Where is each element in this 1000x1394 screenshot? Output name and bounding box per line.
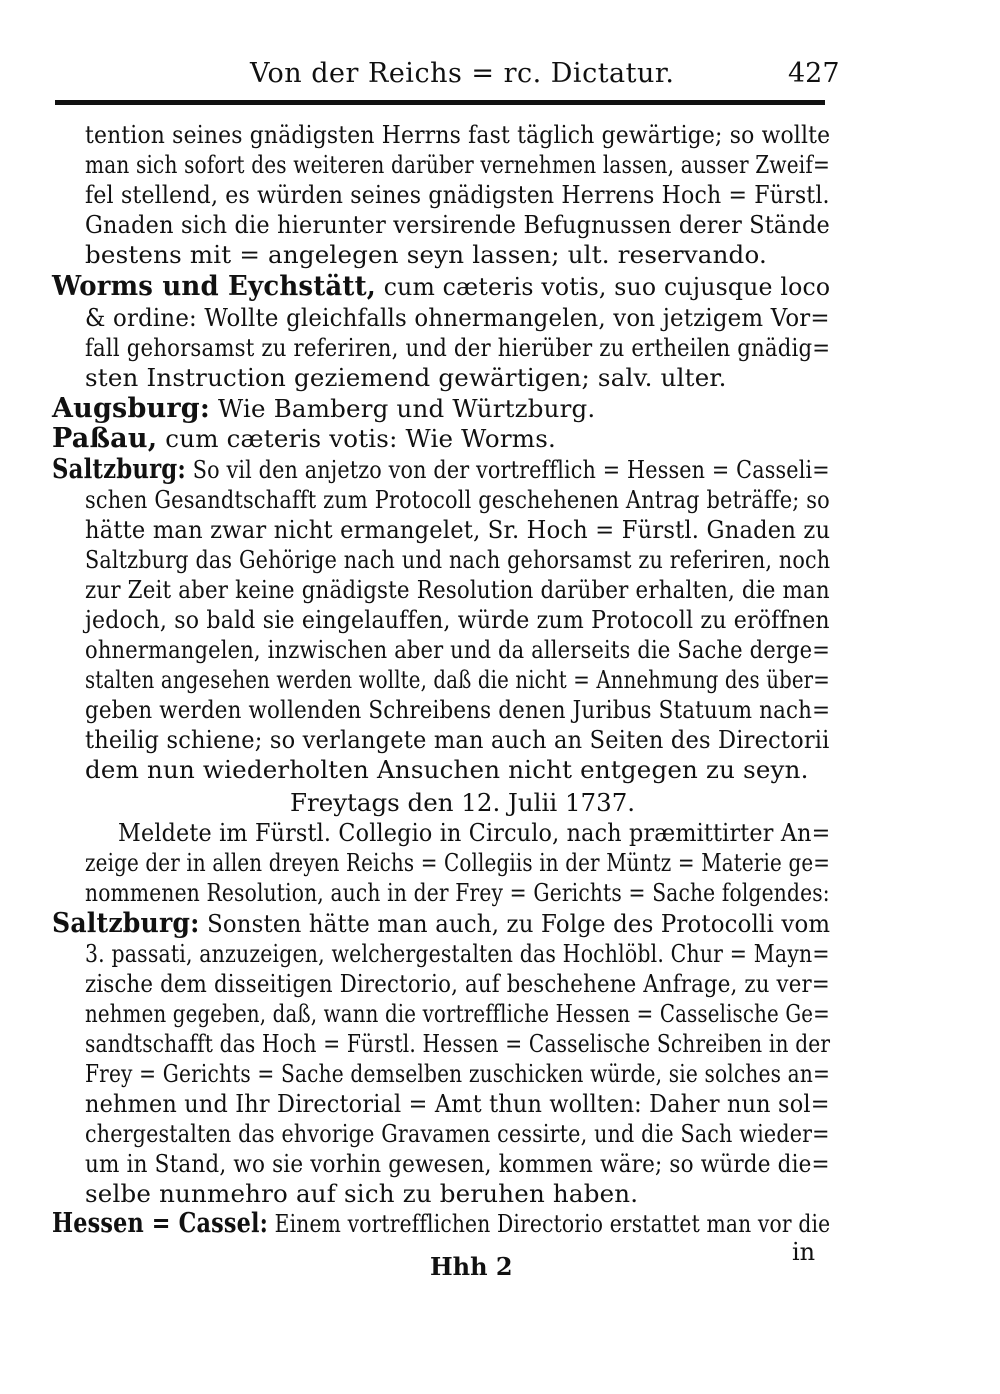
text-line: [118, 818, 830, 848]
text-line: [85, 180, 830, 210]
text-line: [52, 394, 595, 424]
text-line: [85, 150, 830, 180]
running-head: Von der Reichs = rc. Dictatur.: [250, 58, 675, 89]
text-line: [85, 755, 809, 785]
line-text: fel stellend, es würden seines gnädigsten Herrens Hoch = Fürstl.: [85, 180, 830, 209]
line-text: nehmen und Ihr Directorial = Amt thun wollten: Daher nun sol=: [85, 1089, 830, 1118]
text-line: [85, 1179, 638, 1209]
catchword: in: [792, 1238, 816, 1266]
line-text: fall gehorsamst zu referiren, und der hierüber zu ertheilen gnädig=: [85, 333, 831, 362]
text-line: [85, 210, 830, 240]
text-line: [85, 333, 830, 363]
text-line: [85, 969, 830, 999]
text-line: [85, 999, 830, 1029]
text-line: [85, 515, 830, 545]
text-line: [52, 455, 830, 485]
line-text: chergestalten das ehvorige Gravamen cessirte, und die Sach wieder=: [85, 1119, 830, 1148]
line-text: Gnaden sich die hierunter versirende Befugnussen derer Stände: [85, 210, 830, 239]
line-text: bestens mit = angelegen seyn lassen; ult. reservando.: [85, 240, 767, 269]
line-text: tention seines gnädigsten Herrns fast täglich gewärtige; so wollte: [85, 120, 831, 149]
text-line: [52, 272, 830, 302]
text-line: [85, 605, 830, 635]
text-line: [85, 1149, 830, 1179]
text-line: [52, 424, 556, 454]
line-text: man sich sofort des weiteren darüber vernehmen lassen, ausser Zweif=: [85, 150, 830, 179]
line-text: Wie Bamberg und Würtzburg.: [210, 394, 596, 423]
text-line: [85, 303, 830, 333]
line-text: stalten angesehen werden wollte, daß die nicht = Annehmung des über=: [85, 665, 830, 694]
speaker-name: Augsburg:: [52, 393, 211, 424]
text-line: [52, 1209, 830, 1239]
text-line: [52, 909, 830, 939]
text-line: [85, 240, 767, 270]
text-line: [85, 485, 830, 515]
line-text: geben werden wollenden Schreibens denen Juribus Statuum nach=: [85, 695, 831, 724]
text-line: [85, 665, 830, 695]
line-text: schen Gesandtschafft zum Protocoll geschehenen Antrag beträffe; so: [85, 485, 830, 514]
page-number: 427: [788, 58, 840, 89]
line-text: dem nun wiederholten Ansuchen nicht entgegen zu seyn.: [85, 755, 809, 784]
line-text: zeige der in allen dreyen Reichs = Collegiis in der Müntz = Materie ge=: [85, 848, 831, 877]
line-text: ohnermangelen, inzwischen aber und da allerseits die Sache derge=: [85, 635, 831, 664]
text-line: [85, 635, 830, 665]
speaker-name: Hessen = Cassel:: [52, 1208, 269, 1239]
line-text: Frey = Gerichts = Sache demselben zuschicken würde, sie solches an=: [85, 1059, 831, 1088]
text-line: [85, 545, 830, 575]
text-line: [85, 1089, 830, 1119]
text-line: [85, 878, 830, 908]
line-text: cum cæteris votis: Wie Worms.: [157, 424, 556, 453]
text-line: [85, 120, 830, 150]
text-line: [85, 695, 830, 725]
line-text: Saltzburg das Gehörige nach und nach gehorsamst zu referiren, noch: [85, 545, 831, 574]
text-line: [85, 725, 830, 755]
line-text: hätte man zwar nicht ermangelet, Sr. Hoch = Fürstl. Gnaden zu: [85, 515, 831, 544]
text-line: [85, 848, 830, 878]
date-heading: Freytags den 12. Julii 1737.: [290, 788, 636, 817]
line-text: theilig schiene; so verlangete man auch an Seiten des Directorii: [85, 725, 830, 754]
line-text: nehmen gegeben, daß, wann die vortreffliche Hessen = Casselische Ge=: [85, 999, 830, 1028]
signature-mark: Hhh 2: [430, 1252, 513, 1281]
text-line: [85, 1119, 830, 1149]
line-text: nommenen Resolution, auch in der Frey = Gerichts = Sache folgendes:: [85, 878, 830, 907]
line-text: So vil den anjetzo von der vortrefflich = Hessen = Casseli=: [186, 455, 830, 484]
text-line: [85, 939, 830, 969]
line-text: Einem vortrefflichen Directorio erstattet man vor die: [268, 1209, 831, 1238]
header-rule: [55, 100, 825, 105]
line-text: um in Stand, wo sie vorhin gewesen, kommen wäre; so würde die=: [85, 1149, 830, 1178]
speaker-name: Saltzburg:: [52, 454, 187, 485]
text-line: [85, 1029, 830, 1059]
text-line: [85, 1059, 830, 1089]
line-text: jedoch, so bald sie eingelauffen, würde zum Protocoll zu eröffnen: [85, 605, 830, 634]
line-text: sten Instruction geziemend gewärtigen; salv. ulter.: [85, 363, 727, 392]
line-text: zur Zeit aber keine gnädigste Resolution darüber erhalten, die man: [85, 575, 830, 604]
speaker-name: Worms und Eychstätt,: [52, 271, 377, 302]
line-text: zische dem disseitigen Directorio, auf beschehene Anfrage, zu ver=: [85, 969, 830, 998]
line-text: cum cæteris votis, suo cujusque loco: [376, 272, 831, 301]
line-text: & ordine: Wollte gleichfalls ohnermangelen, von jetzigem Vor=: [85, 303, 830, 332]
text-line: [85, 363, 727, 393]
line-text: sandtschafft das Hoch = Fürstl. Hessen = Casselische Schreiben in der: [85, 1029, 831, 1058]
line-text: Sonsten hätte man auch, zu Folge des Protocolli vom: [199, 909, 831, 938]
text-line: [85, 575, 830, 605]
line-text: 3. passati, anzuzeigen, welchergestalten das Hochlöbl. Chur = Mayn=: [85, 939, 830, 968]
speaker-name: Saltzburg:: [52, 908, 200, 939]
speaker-name: Paßau,: [52, 423, 158, 454]
line-text: selbe nunmehro auf sich zu beruhen haben.: [85, 1179, 639, 1208]
line-text: Meldete im Fürstl. Collegio in Circulo, nach præmittirter An=: [118, 818, 831, 847]
